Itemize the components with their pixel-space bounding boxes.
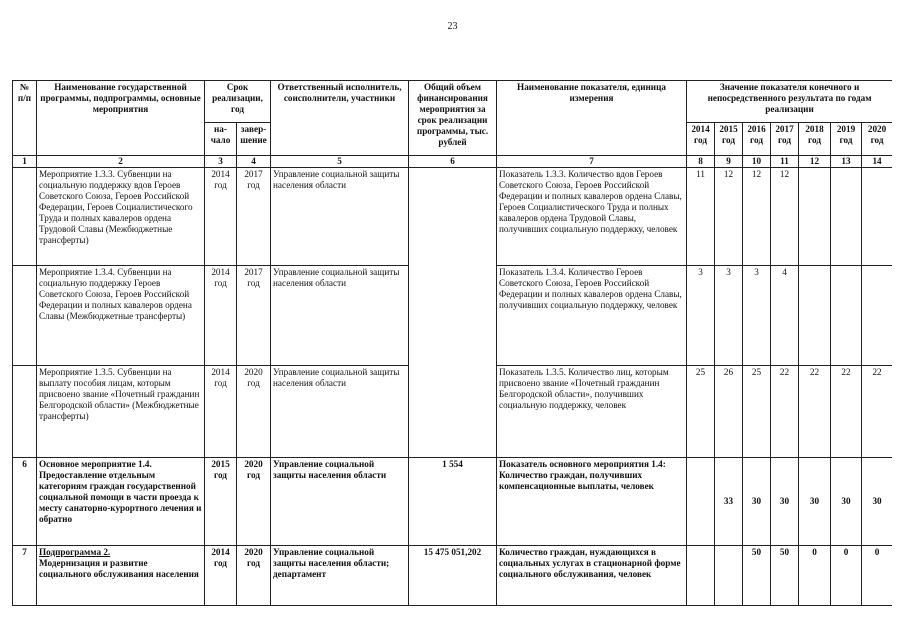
column-index: 1: [13, 156, 37, 168]
row-funding: [409, 168, 497, 458]
column-index: 4: [237, 156, 271, 168]
column-index: 8: [687, 156, 715, 168]
row-value: 4: [771, 266, 799, 366]
row-program: Мероприятие 1.3.4. Субвенции на социальную поддержку Героев Советского Союза, Героев Российской Федерации и полных кавалеров ордена Славы (Межбюджетные трансферты): [37, 266, 205, 366]
row-start: 2014 год: [205, 168, 237, 266]
program-table-container: [12, 80, 892, 640]
row-end: 2017 год: [237, 168, 271, 266]
row-indicator: Показатель 1.3.5. Количество лиц, которым присвоено звание «Почетный гражданин Белгородской области», получивших социальную поддержку, человек: [497, 366, 687, 458]
row-indicator: Количество граждан, нуждающихся в социальных услугах в стационарной форме социального обслуживания, человек: [497, 546, 687, 606]
table-header: [13, 81, 893, 156]
row-executor: Управление социальной защиты населения области: [271, 458, 409, 546]
row-value: 22: [771, 366, 799, 458]
column-index: 11: [771, 156, 799, 168]
row-value: 25: [687, 366, 715, 458]
row-value: 22: [799, 366, 831, 458]
table-row: [13, 168, 893, 266]
row-value: 0: [831, 546, 862, 606]
column-index: 10: [743, 156, 771, 168]
row-value: 3: [715, 266, 743, 366]
row-value: [799, 266, 831, 366]
row-funding: 15 475 051,202: [409, 546, 497, 606]
row-funding: 1 554: [409, 458, 497, 546]
row-value: 26: [715, 366, 743, 458]
row-program: Мероприятие 1.3.5. Субвенции на выплату пособия лицам, которым присвоено звание «Почетный гражданин Белгородской области» (Межбюджетные трансферты): [37, 366, 205, 458]
header-indicator: Наименование показателя, единица измерения: [497, 81, 687, 156]
row-value: 30: [831, 458, 862, 546]
row-value: 30: [862, 458, 892, 546]
row-value: [862, 266, 892, 366]
row-value: 30: [743, 458, 771, 546]
row-value: [831, 168, 862, 266]
table-row: [13, 458, 893, 546]
row-value: 25: [743, 366, 771, 458]
header-program: Наименование государственной программы, подпрограммы, основные мероприятия: [37, 81, 205, 156]
header-year: 2015 год: [715, 123, 743, 156]
row-end: 2020 год: [237, 546, 271, 606]
row-num: 6: [13, 458, 37, 546]
row-value: [687, 546, 715, 606]
row-start: 2014 год: [205, 366, 237, 458]
row-executor: Управление социальной защиты населения области: [271, 168, 409, 266]
row-executor: Управление социальной защиты населения области: [271, 266, 409, 366]
row-value: 30: [771, 458, 799, 546]
row-executor: Управление социальной защиты населения области; департамент: [271, 546, 409, 606]
column-index: 3: [205, 156, 237, 168]
header-year: 2018 год: [799, 123, 831, 156]
row-value: 3: [743, 266, 771, 366]
header-term: Срок реализации, год: [205, 81, 271, 123]
row-value: [831, 266, 862, 366]
table-row: [13, 546, 893, 606]
row-num: [13, 168, 37, 266]
program-table: [12, 80, 892, 606]
row-value: 33: [715, 458, 743, 546]
header-term-start: на- чало: [205, 123, 237, 156]
row-value: 22: [862, 366, 892, 458]
row-value: 30: [799, 458, 831, 546]
subprogram-title: Подпрограмма 2.: [39, 547, 111, 557]
row-value: [715, 546, 743, 606]
row-start: 2015 год: [205, 458, 237, 546]
row-start: 2014 год: [205, 266, 237, 366]
row-num: 7: [13, 546, 37, 606]
row-start: 2014 год: [205, 546, 237, 606]
row-value: [687, 458, 715, 546]
row-indicator: Показатель 1.3.3. Количество вдов Героев Советского Союза, Героев Российской Федерации и полных кавалеров ордена Славы, Героев Социалистического Труда и полных кавалеров ордена Трудовой Славы, получивших социальную поддержку, человек: [497, 168, 687, 266]
header-term-end: завер- шение: [237, 123, 271, 156]
column-index: 13: [831, 156, 862, 168]
header-funding: Общий объем финансирования мероприятия за срок реализации программы, тыс. рублей: [409, 81, 497, 156]
header-year: 2014 год: [687, 123, 715, 156]
column-index: 14: [862, 156, 892, 168]
row-value: 0: [862, 546, 892, 606]
row-num: [13, 366, 37, 458]
row-indicator: Показатель основного мероприятия 1.4: Количество граждан, получивших компенсационные выплаты, человек: [497, 458, 687, 546]
row-program: Модернизация и развитие социального обслуживания населения: [39, 558, 199, 579]
column-index-row: [13, 156, 893, 168]
header-executor: Ответственный исполнитель, соисполнители, участники: [271, 81, 409, 156]
header-year: 2019 год: [831, 123, 862, 156]
row-end: 2020 год: [237, 366, 271, 458]
row-indicator: Показатель 1.3.4. Количество Героев Советского Союза, Героев Российской Федерации и полных кавалеров ордена Славы, получивших социальную поддержку, человек: [497, 266, 687, 366]
row-value: 12: [743, 168, 771, 266]
row-value: [799, 168, 831, 266]
row-num: [13, 266, 37, 366]
table-body: [13, 156, 893, 606]
column-index: 5: [271, 156, 409, 168]
header-values: Значение показателя конечного и непосредственного результата по годам реализации: [687, 81, 892, 123]
row-value: 22: [831, 366, 862, 458]
column-index: 12: [799, 156, 831, 168]
row-value: 50: [771, 546, 799, 606]
row-value: 12: [771, 168, 799, 266]
row-end: 2020 год: [237, 458, 271, 546]
header-year: 2017 год: [771, 123, 799, 156]
header-num: № п/п: [13, 81, 37, 156]
row-program: Мероприятие 1.3.3. Субвенции на социальную поддержку вдов Героев Советского Союза, Героев Российской Федерации, Героев Социалистического Труда и полных кавалеров ордена Трудовой Славы (Межбюджетные трансферты): [37, 168, 205, 266]
row-end: 2017 год: [237, 266, 271, 366]
row-value: 50: [743, 546, 771, 606]
row-program: Основное мероприятие 1.4. Предоставление отдельным категориям граждан государственной социальной помощи в части проезда к месту санаторно-курортного лечения и обратно: [37, 458, 205, 546]
column-index: 6: [409, 156, 497, 168]
row-executor: Управление социальной защиты населения области: [271, 366, 409, 458]
header-year: 2016 год: [743, 123, 771, 156]
row-program-cell: [37, 546, 205, 606]
row-value: 0: [799, 546, 831, 606]
row-value: 12: [715, 168, 743, 266]
page-number: 23: [447, 21, 458, 32]
column-index: 9: [715, 156, 743, 168]
column-index: 2: [37, 156, 205, 168]
row-value: 3: [687, 266, 715, 366]
row-value: [862, 168, 892, 266]
row-value: 11: [687, 168, 715, 266]
column-index: 7: [497, 156, 687, 168]
header-year: 2020 год: [862, 123, 892, 156]
